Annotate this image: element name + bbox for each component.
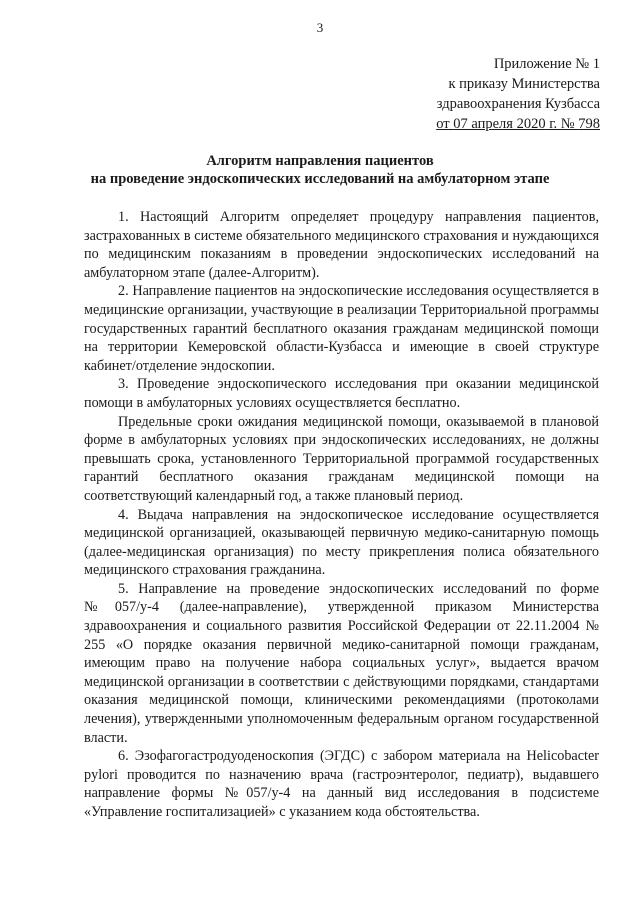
paragraph-3-continued: Предельные сроки ожидания медицинской помощи, оказываемой в плановой форме в амбулаторных условиях при эндоскопических исследованиях, не должны превышать срока, установленного Территориальной программой государственных гарантий бесплатного оказания гражданам медицинской помощи на соответствующий календарный год, а также плановый период. <box>84 413 599 504</box>
approval-line-3: здравоохранения Кузбасса <box>436 96 600 112</box>
paragraph-1: 1. Настоящий Алгоритм определяет процедуру направления пациентов, застрахованных в системе обязательного медицинского страхования и нуждающихся по медицинским показаниям в проведении эндоскопических исследований на амбулаторном этапе (далее-Алгоритм). <box>84 209 599 281</box>
title-line-1: Алгоритм направления пациентов <box>206 153 434 169</box>
page-number: 3 <box>316 20 324 35</box>
paragraph-2: 2. Направление пациентов на эндоскопические исследования осуществляется в медицинские организации, участвующие в реализации Территориальной программы государственных гарантий бесплатного оказания гражданам медицинской помощи на территории Кемеровской области-Кузбасса и имеющие в своей структуре кабинет/отделение эндоскопии. <box>84 283 599 374</box>
document-title <box>0 152 640 188</box>
paragraph-5: 5. Направление на проведение эндоскопических исследований по форме №057/у-4 (далее-направление), утвержденной приказом Министерства здравоохранения и социального развития Российской Федерации от 22.11.2004 № 255 «О порядке оказания первичной медико-санитарной помощи гражданам, имеющим право на получение набора социальных услуг», выдается врачом медицинской организации в соответствии с действующими порядками, стандартами оказания медицинской помощи, клиническими рекомендациями (протоколами лечения), утвержденными уполномоченным федеральным органом государственной власти. <box>84 580 599 746</box>
title-line-2: на проведение эндоскопических исследований на амбулаторном этапе <box>90 171 550 187</box>
document-body <box>84 208 599 822</box>
approval-block <box>436 54 600 134</box>
approval-date-prefix: от <box>436 116 454 132</box>
paragraph-6: 6. Эзофагогастродуоденоскопия (ЭГДС) с забором материала на Helicobacter pylori проводится по назначению врача (гастроэнтеролог, педиатр), выдавшего направление формы №057/у-4 на данный вид исследования в подсистеме «Управление госпитализацией» с указанием кода обстоятельства. <box>84 748 599 820</box>
approval-order-line <box>436 114 600 134</box>
approval-line-2: к приказу Министерства <box>448 76 600 92</box>
paragraph-4: 4. Выдача направления на эндоскопическое исследование осуществляется медицинской организацией, оказывающей первичную медико-санитарную помощь (далее-медицинская организация) по месту прикрепления полиса обязательного медицинского страхования гражданина. <box>84 506 599 579</box>
paragraph-3: 3. Проведение эндоскопического исследования при оказании медицинской помощи в амбулаторных условиях осуществляется бесплатно. <box>84 376 599 411</box>
approval-line-1: Приложение № 1 <box>493 56 600 72</box>
approval-date: 07 апреля 2020 <box>453 116 546 132</box>
approval-number: 798 <box>578 116 600 132</box>
approval-year-suffix: г. № <box>545 116 579 132</box>
